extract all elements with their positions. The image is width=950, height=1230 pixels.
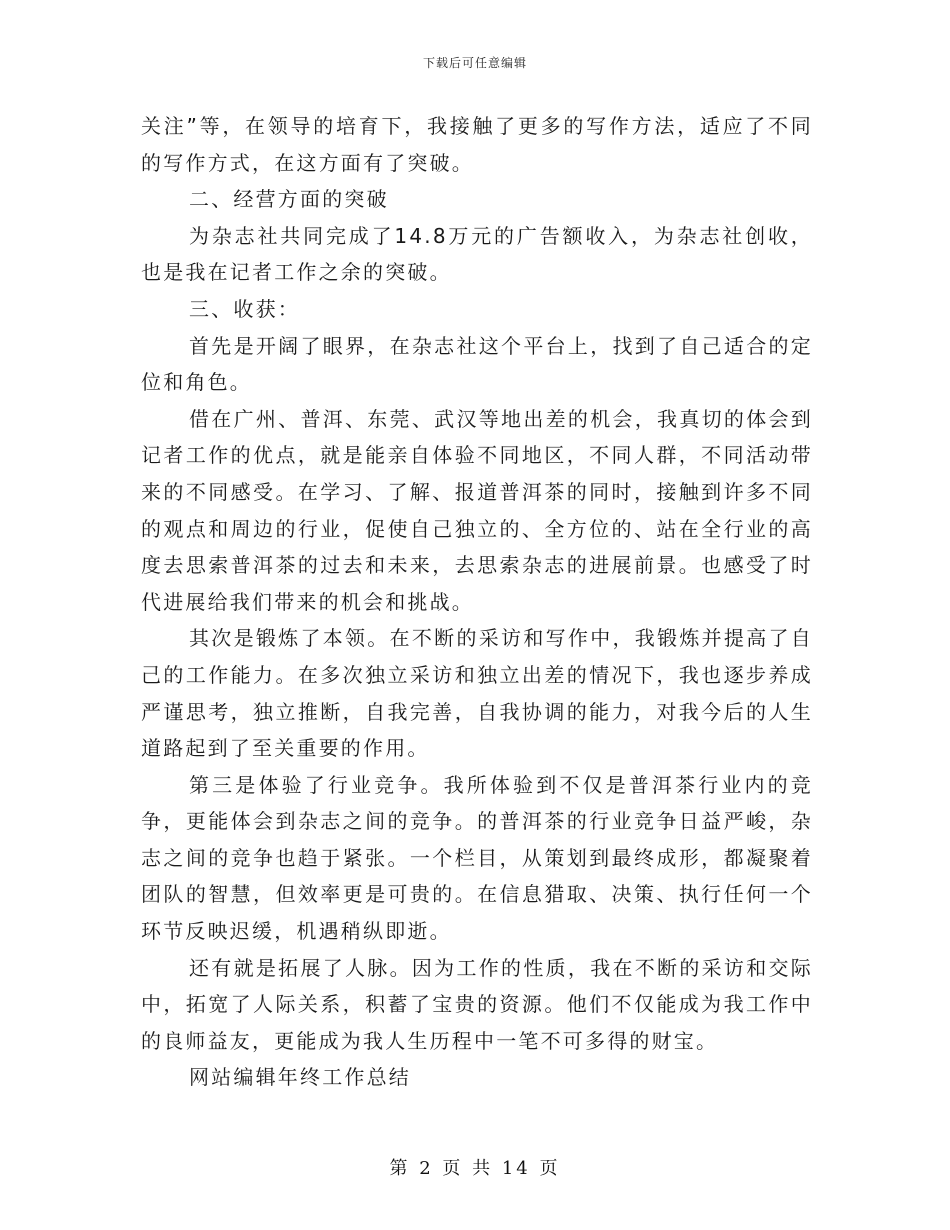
paragraph: 第三是体验了行业竞争。我所体验到不仅是普洱茶行业内的竞争，更能体会到杂志之间的竞争。的普洱茶的行业竞争日益严峻，杂志之间的竞争也趋于紧张。一个栏目，从策划到最终成形，都凝聚着团队的智慧，但效率更是可贵的。在信息猎取、决策、执行任何一个环节反映迟缓，机遇稍纵即逝。 <box>141 772 813 944</box>
paragraph: 其次是锻炼了本领。在不断的采访和写作中，我锻炼并提高了自己的工作能力。在多次独立采访和独立出差的情况下，我也逐步养成严谨思考，独立推断，自我完善，自我协调的能力，对我今后的人生道路起到了至关重要的作用。 <box>141 626 813 761</box>
page-header: 下载后可任意编辑 <box>422 56 527 70</box>
section-heading: 三、收获： <box>189 296 300 321</box>
paragraph: 为杂志社共同完成了14.8万元的广告额收入，为杂志社创收，也是我在记者工作之余的突破。 <box>141 223 813 285</box>
section-heading: 二、经营方面的突破 <box>189 187 389 212</box>
paragraph: 关注”等，在领导的培育下，我接触了更多的写作方法，适应了不同的写作方式，在这方面有了突破。 <box>141 114 813 175</box>
paragraph: 还有就是拓展了人脉。因为工作的性质，我在不断的采访和交际中，拓宽了人际关系，积蓄了宝贵的资源。他们不仅能成为我工作中的良师益友，更能成为我人生历程中一笔不可多得的财宝。 <box>141 955 813 1053</box>
paragraph: 首先是开阔了眼界，在杂志社这个平台上，找到了自己适合的定位和角色。 <box>141 333 813 395</box>
page-footer: 第 2 页 共 14 页 <box>389 1158 561 1179</box>
document-body <box>141 108 813 1096</box>
paragraph: 借在广州、普洱、东莞、武汉等地出差的机会，我真切的体会到记者工作的优点，就是能亲自体验不同地区，不同人群，不同活动带来的不同感受。在学习、了解、报道普洱茶的同时，接触到许多不同的观点和周边的行业，促使自己独立的、全方位的、站在全行业的高度去思索普洱茶的过去和未来，去思索杂志的进展前景。也感受了时代进展给我们带来的机会和挑战。 <box>141 406 813 614</box>
section-heading: 网站编辑年终工作总结 <box>189 1065 411 1090</box>
